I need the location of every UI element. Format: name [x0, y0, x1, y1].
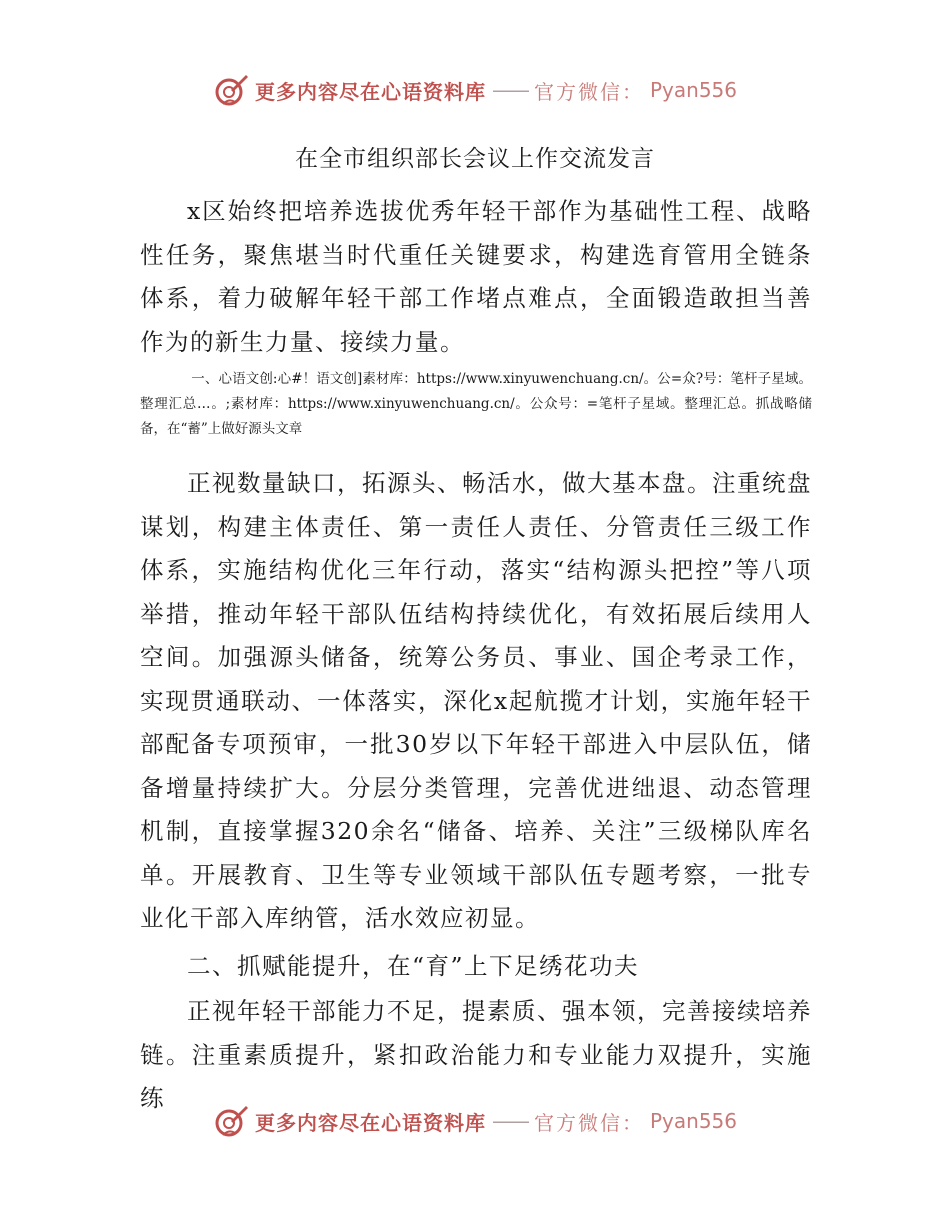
banner-dash: —— [491, 1109, 528, 1133]
banner-dash: —— [491, 78, 528, 102]
section2-heading: 二、抓赋能提升，在“育”上下足绣花功夫 [187, 952, 640, 980]
banner-wechat-id: Pyan556 [649, 1109, 737, 1133]
banner-main-text: 更多内容尽在心语资料库 [254, 1110, 486, 1135]
banner-label: 官方微信： [533, 79, 644, 104]
pen-logo-icon [213, 1103, 249, 1139]
top-watermark-banner [0, 70, 950, 110]
intro-paragraph: x区始终把培养选拔优秀年轻干部作为基础性工程、战略性任务，聚焦堪当时代重任关键要求，构建选育管用全链条体系，着力破解年轻干部工作堵点难点，全面锻造敢担当善作为的新生力量、接续力量。 [140, 197, 812, 356]
section1-heading: 一、心语文创:心#！语文创]素材库：https://www.xinyuwenchuang.cn/。公=众?号：笔杆子星域。整理汇总…。;素材库：https://www.xinyuwenchuang.cn/。公众号：=笔杆子星域。整理汇总。抓战略储备，在“蓄”上做好源头文章 [140, 371, 812, 437]
section1-paragraph: 正视数量缺口，拓源头、畅活水，做大基本盘。注重统盘谋划，构建主体责任、第一责任人责任、分管责任三级工作体系，实施结构优化三年行动，落实“结构源头把控”等八项举措，推动年轻干部队伍结构持续优化，有效拓展后续用人空间。加强源头储备，统筹公务员、事业、国企考录工作，实现贯通联动、一体落实，深化x起航揽才计划，实施年轻干部配备专项预审，一批30岁以下年轻干部进入中层队伍，储备增量持续扩大。分层分类管理，完善优进绌退、动态管理机制，直接掌握320余名“储备、培养、关注”三级梯队库名单。开展教育、卫生等专业领域干部队伍专题考察，一批专业化干部入库纳管，活水效应初显。 [140, 469, 812, 932]
document-title: 在全市组织部长会议上作交流发言 [295, 146, 655, 172]
banner-main-text: 更多内容尽在心语资料库 [254, 79, 486, 104]
banner-wechat-id: Pyan556 [649, 78, 737, 102]
pen-logo-icon [213, 72, 249, 108]
section2-paragraph: 正视年轻干部能力不足，提素质、强本领，完善接续培养链。注重素质提升，紧扣政治能力和专业能力双提升，实施练 [140, 997, 812, 1112]
bottom-watermark-banner [0, 1101, 950, 1141]
banner-label: 官方微信： [533, 1110, 644, 1135]
